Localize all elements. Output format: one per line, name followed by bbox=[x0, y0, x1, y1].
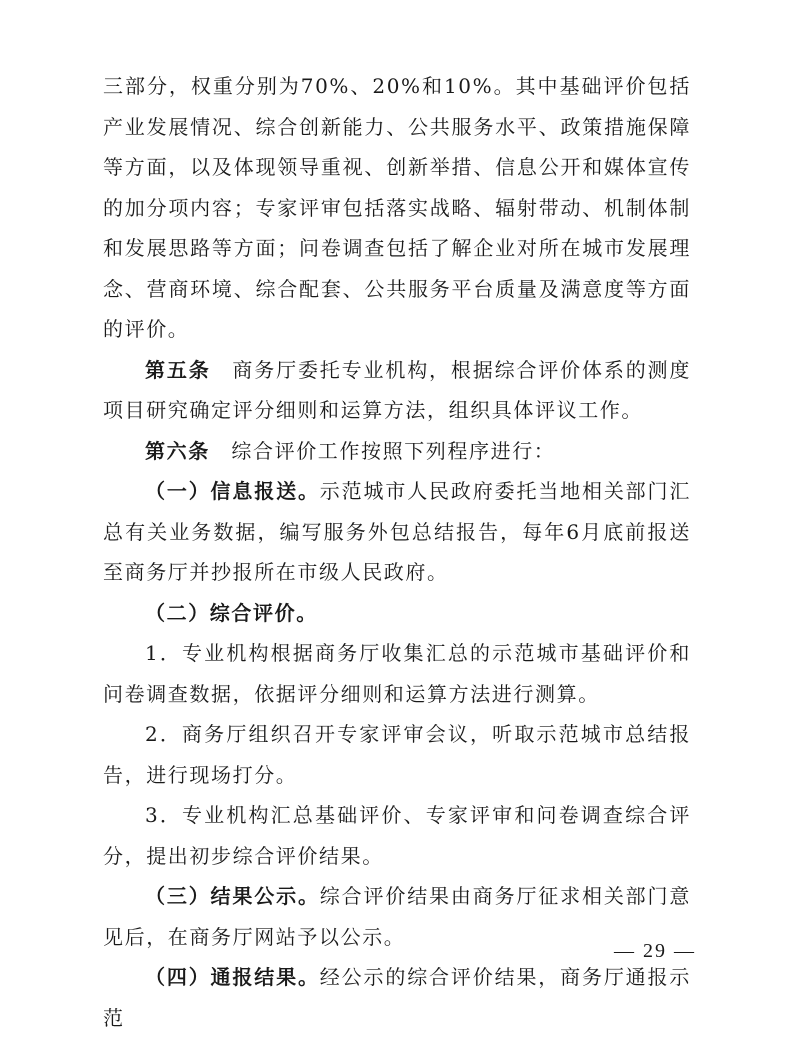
article-5-text: 商务厅委托专业机构，根据综合评价体系的测度项目研究确定评分细则和运算方法，组织具体评议工作。 bbox=[103, 357, 691, 422]
article-6-label: 第六条 bbox=[145, 438, 210, 463]
article-6-text: 综合评价工作按照下列程序进行： bbox=[209, 438, 556, 463]
article-5 bbox=[103, 350, 691, 431]
sub-item-3: 3．专业机构汇总基础评价、专家评审和问卷调查综合评分，提出初步综合评价结果。 bbox=[103, 803, 691, 868]
item-result-publicity-text: 综合评价结果由商务厅征求相关部门意见后，在商务厅网站予以公示。 bbox=[103, 884, 691, 949]
item-result-notification bbox=[103, 957, 691, 1038]
item-info-reporting-label: （一）信息报送。 bbox=[145, 479, 320, 503]
item-comprehensive-evaluation bbox=[103, 593, 691, 634]
sub-item-2: 2．商务厅组织召开专家评审会议，听取示范城市总结报告，进行现场打分。 bbox=[103, 722, 691, 787]
item-result-notification-text: 经公示的综合评价结果，商务厅通报示范 bbox=[103, 965, 691, 1030]
paragraph-evaluation-components: 三部分，权重分别为70%、20%和10%。其中基础评价包括产业发展情况、综合创新能力、公共服务水平、政策措施保障等方面，以及体现领导重视、创新举措、信息公开和媒体宣传的加分项内容；专家评审包括落实战略、辐射带动、机制体制和发展思路等方面；问卷调查包括了解企业对所在城市发展理念、营商环境、综合配套、公共服务平台质量及满意度等方面的评价。 bbox=[103, 74, 691, 341]
item-info-reporting bbox=[103, 471, 691, 593]
article-5-label: 第五条 bbox=[145, 357, 211, 382]
item-result-publicity-label: （三）结果公示。 bbox=[145, 884, 320, 908]
body-text bbox=[103, 66, 691, 1038]
sub-item-1: 1．专业机构根据商务厅收集汇总的示范城市基础评价和问卷调查数据，依据评分细则和运算方法进行测算。 bbox=[103, 641, 691, 706]
item-result-publicity bbox=[103, 876, 691, 957]
item-result-notification-label: （四）通报结果。 bbox=[145, 965, 320, 989]
article-6 bbox=[103, 431, 691, 472]
page-number: — 29 — bbox=[614, 940, 696, 962]
item-info-reporting-text: 示范城市人民政府委托当地相关部门汇总有关业务数据，编写服务外包总结报告，每年6月底前报送至商务厅并抄报所在市级人民政府。 bbox=[103, 479, 691, 584]
item-comprehensive-evaluation-label: （二）综合评价。 bbox=[145, 600, 318, 625]
